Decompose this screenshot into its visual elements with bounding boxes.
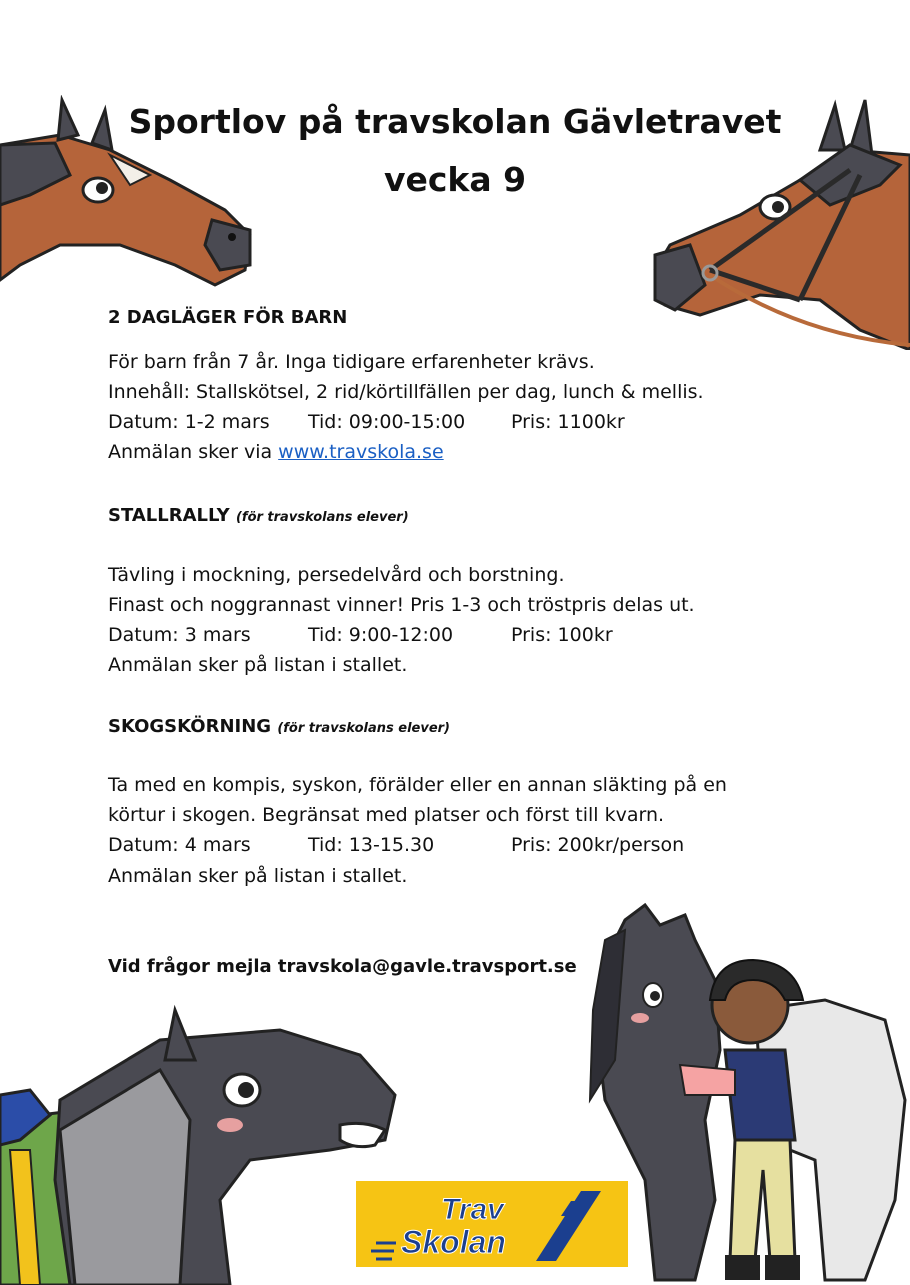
datum-text: Datum: 1-2 mars — [108, 411, 270, 433]
travskolan-logo — [356, 1181, 628, 1267]
section-note: (för travskolans elever) — [277, 721, 450, 736]
schedule-row — [108, 834, 808, 860]
brown-horse-left-icon — [0, 95, 260, 295]
datum-text: Datum: 3 mars — [108, 624, 251, 646]
section-line: Finast och noggrannast vinner! Pris 1-3 och tröstpris delas ut. — [108, 594, 695, 616]
pris-text: Pris: 100kr — [511, 624, 613, 646]
section-note: (för travskolans elever) — [235, 510, 409, 525]
tid-text: Tid: 09:00-15:00 — [308, 411, 466, 433]
page-title-line1: Sportlov på travskolan Gävletravet — [128, 102, 782, 141]
signup-line — [108, 441, 444, 463]
section-line: körtur i skogen. Begränsat med platser och först till kvarn. — [108, 804, 665, 826]
section-line: För barn från 7 år. Inga tidigare erfarenheter krävs. — [108, 351, 595, 373]
contact-line: Vid frågor mejla travskola@gavle.travsport.se — [108, 956, 577, 977]
brown-horse-bridle-icon — [650, 95, 910, 350]
pris-text: Pris: 1100kr — [511, 411, 625, 433]
signup-line: Anmälan sker på listan i stallet. — [108, 654, 408, 676]
section-line: Tävling i mockning, persedelvård och borstning. — [108, 564, 565, 586]
section-heading-stallrally — [108, 505, 409, 526]
section-heading-skogskorning — [108, 716, 450, 737]
signup-text: Anmälan sker via — [108, 441, 279, 463]
section-heading-text: 2 DAGLÄGER FÖR BARN — [108, 307, 348, 328]
tid-text: Tid: 13-15.30 — [308, 834, 435, 856]
schedule-row — [108, 624, 808, 650]
section-line: Ta med en kompis, syskon, förälder eller en annan släkting på en — [108, 774, 727, 796]
section-heading-text: SKOGSKÖRNING — [108, 716, 272, 737]
section-heading-text: STALLRALLY — [108, 505, 230, 526]
travskola-link[interactable]: www.travskola.se — [278, 441, 444, 463]
logo-word-trav: Trav — [441, 1193, 504, 1226]
page-title-line2: vecka 9 — [383, 160, 527, 199]
section-heading-daylager — [108, 307, 347, 328]
travskolan-logo-mark — [356, 1181, 628, 1267]
pris-text: Pris: 200kr/person — [511, 834, 685, 856]
logo-word-skolan: Skolan — [401, 1224, 506, 1260]
datum-text: Datum: 4 mars — [108, 834, 251, 856]
section-line: Innehåll: Stallskötsel, 2 rid/körtillfällen per dag, lunch & mellis. — [108, 381, 704, 403]
signup-line: Anmälan sker på listan i stallet. — [108, 865, 408, 887]
schedule-row — [108, 411, 808, 437]
child-hugging-pony-icon — [585, 900, 910, 1285]
tid-text: Tid: 9:00-12:00 — [308, 624, 454, 646]
